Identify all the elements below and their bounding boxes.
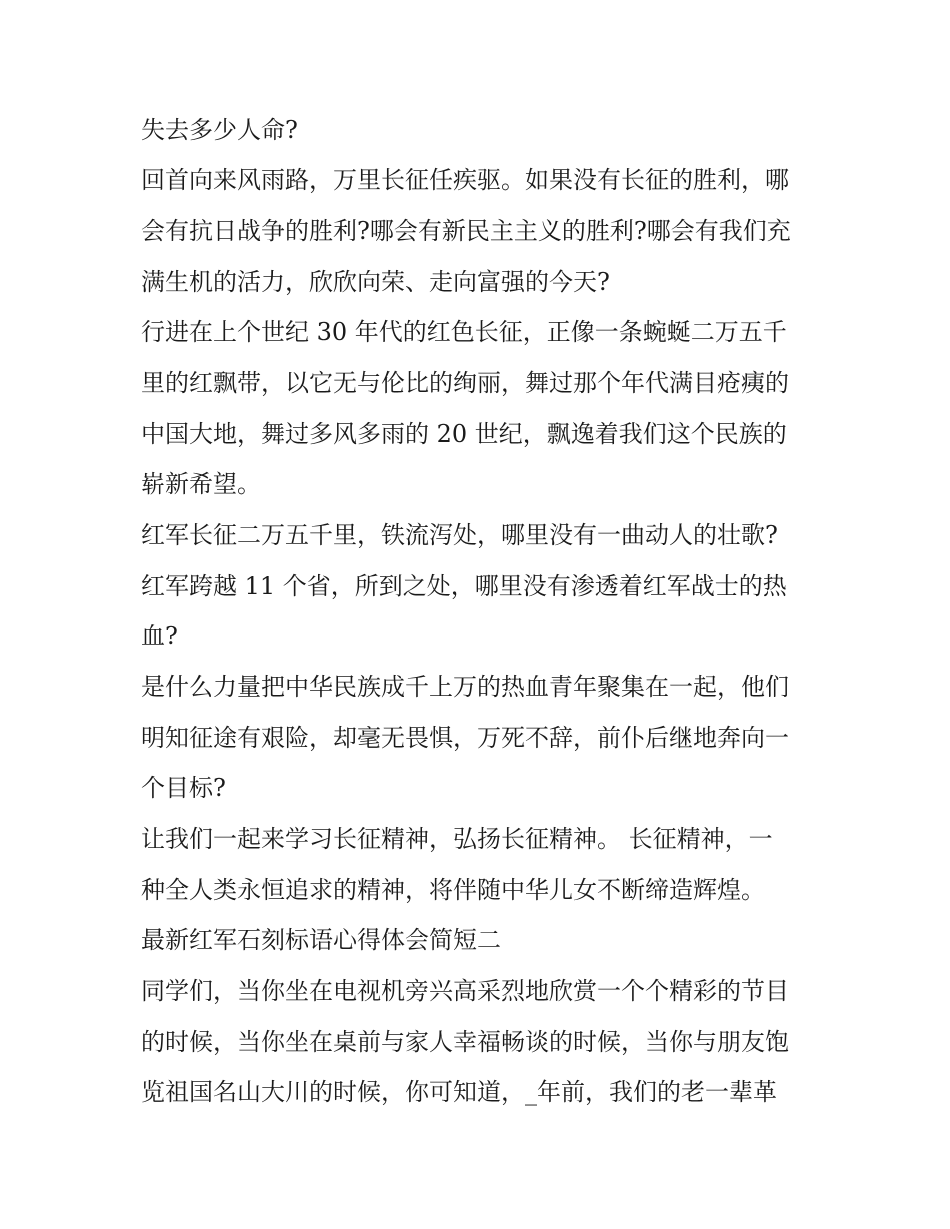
text-line: 失去多少人命?: [141, 116, 298, 144]
text-line: 里的红飘带，以它无与伦比的绚丽，舞过那个年代满目疮痍的: [141, 369, 789, 397]
text-line: 让我们一起来学习长征精神，弘扬长征精神。 长征精神，一: [141, 825, 773, 853]
text-line: 行进在上个世纪 30 年代的红色长征，正像一条蜿蜒二万五千: [141, 318, 787, 346]
text-line: 回首向来风雨路，万里长征任疾驱。如果没有长征的胜利，哪: [141, 166, 789, 194]
text-line: 览祖国名山大川的时候，你可知道，_年前，我们的老一辈革: [141, 1078, 777, 1106]
text-line: 中国大地，舞过多风多雨的 20 世纪，飘逸着我们这个民族的: [141, 420, 787, 448]
text-line: 个目标?: [141, 774, 226, 802]
text-line: 同学们，当你坐在电视机旁兴高采烈地欣赏一个个精彩的节目: [141, 977, 789, 1005]
text-line: 红军跨越 11 个省，所到之处，哪里没有渗透着红军战士的热: [141, 572, 787, 600]
section-heading: 最新红军石刻标语心得体会简短二: [141, 926, 501, 954]
text-line: 的时候，当你坐在桌前与家人幸福畅谈的时候，当你与朋友饱: [141, 1028, 789, 1056]
text-line: 是什么力量把中华民族成千上万的热血青年聚集在一起，他们: [141, 673, 789, 701]
text-line: 会有抗日战争的胜利?哪会有新民主主义的胜利?哪会有我们充: [141, 217, 791, 245]
text-line: 红军长征二万五千里，铁流泻处，哪里没有一曲动人的壮歌?: [141, 521, 778, 549]
text-line: 崭新希望。: [141, 470, 261, 498]
text-line: 血?: [141, 622, 178, 650]
text-line: 种全人类永恒追求的精神，将伴随中华儿女不断缔造辉煌。: [141, 876, 765, 904]
text-line: 明知征途有艰险，却毫无畏惧，万死不辞，前仆后继地奔向一: [141, 724, 789, 752]
text-line: 满生机的活力，欣欣向荣、走向富强的今天?: [141, 268, 610, 296]
